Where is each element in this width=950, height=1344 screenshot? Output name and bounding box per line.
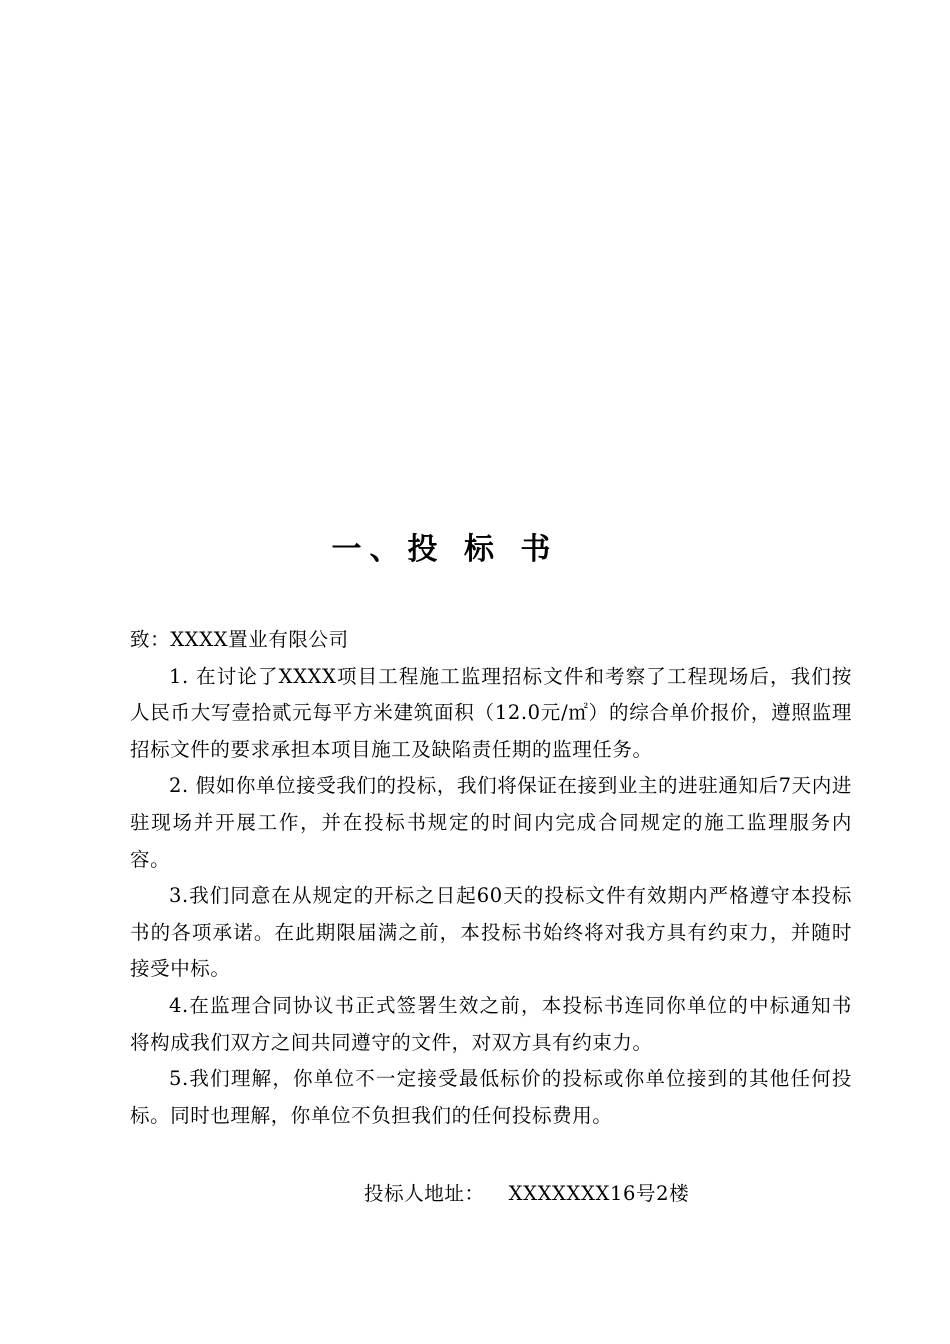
paragraph-4: 4.在监理合同协议书正式签署生效之前，本投标书连同你单位的中标通知书将构成我们双方之间共同遵守的文件，对双方具有约束力。 xyxy=(130,993,852,1054)
document-title: 一、投 标 书 xyxy=(331,532,559,567)
paragraph-2: 2. 假如你单位接受我们的投标，我们将保证在接到业主的进驻通知后7天内进驻现场并开展工作，并在投标书规定的时间内完成合同规定的施工监理服务内容。 xyxy=(130,774,852,871)
paragraph-3: 3.我们同意在从规定的开标之日起60天的投标文件有效期内严格遵守本投标书的各项承诺。在此期限届满之前，本投标书始终将对我方具有约束力，并随时接受中标。 xyxy=(130,884,852,981)
paragraph-1: 1. 在讨论了XXXX项目工程施工监理招标文件和考察了工程现场后，我们按人民币大写壹拾贰元每平方米建筑面积（12.0元/㎡）的综合单价报价，遵照监理招标文件的要求承担本项目施工及缺陷责任期的监理任务。 xyxy=(130,664,852,761)
address-value: XXXXXXX16号2楼 xyxy=(508,1182,690,1205)
bidder-address xyxy=(364,1176,689,1213)
paragraph-5: 5.我们理解，你单位不一定接受最低标价的投标或你单位接到的其他任何投标。同时也理解，你单位不负担我们的任何投标费用。 xyxy=(130,1067,852,1127)
address-label: 投标人地址： xyxy=(364,1182,485,1205)
document-body xyxy=(130,622,852,1134)
salutation: 致：XXXX置业有限公司 xyxy=(130,628,349,651)
